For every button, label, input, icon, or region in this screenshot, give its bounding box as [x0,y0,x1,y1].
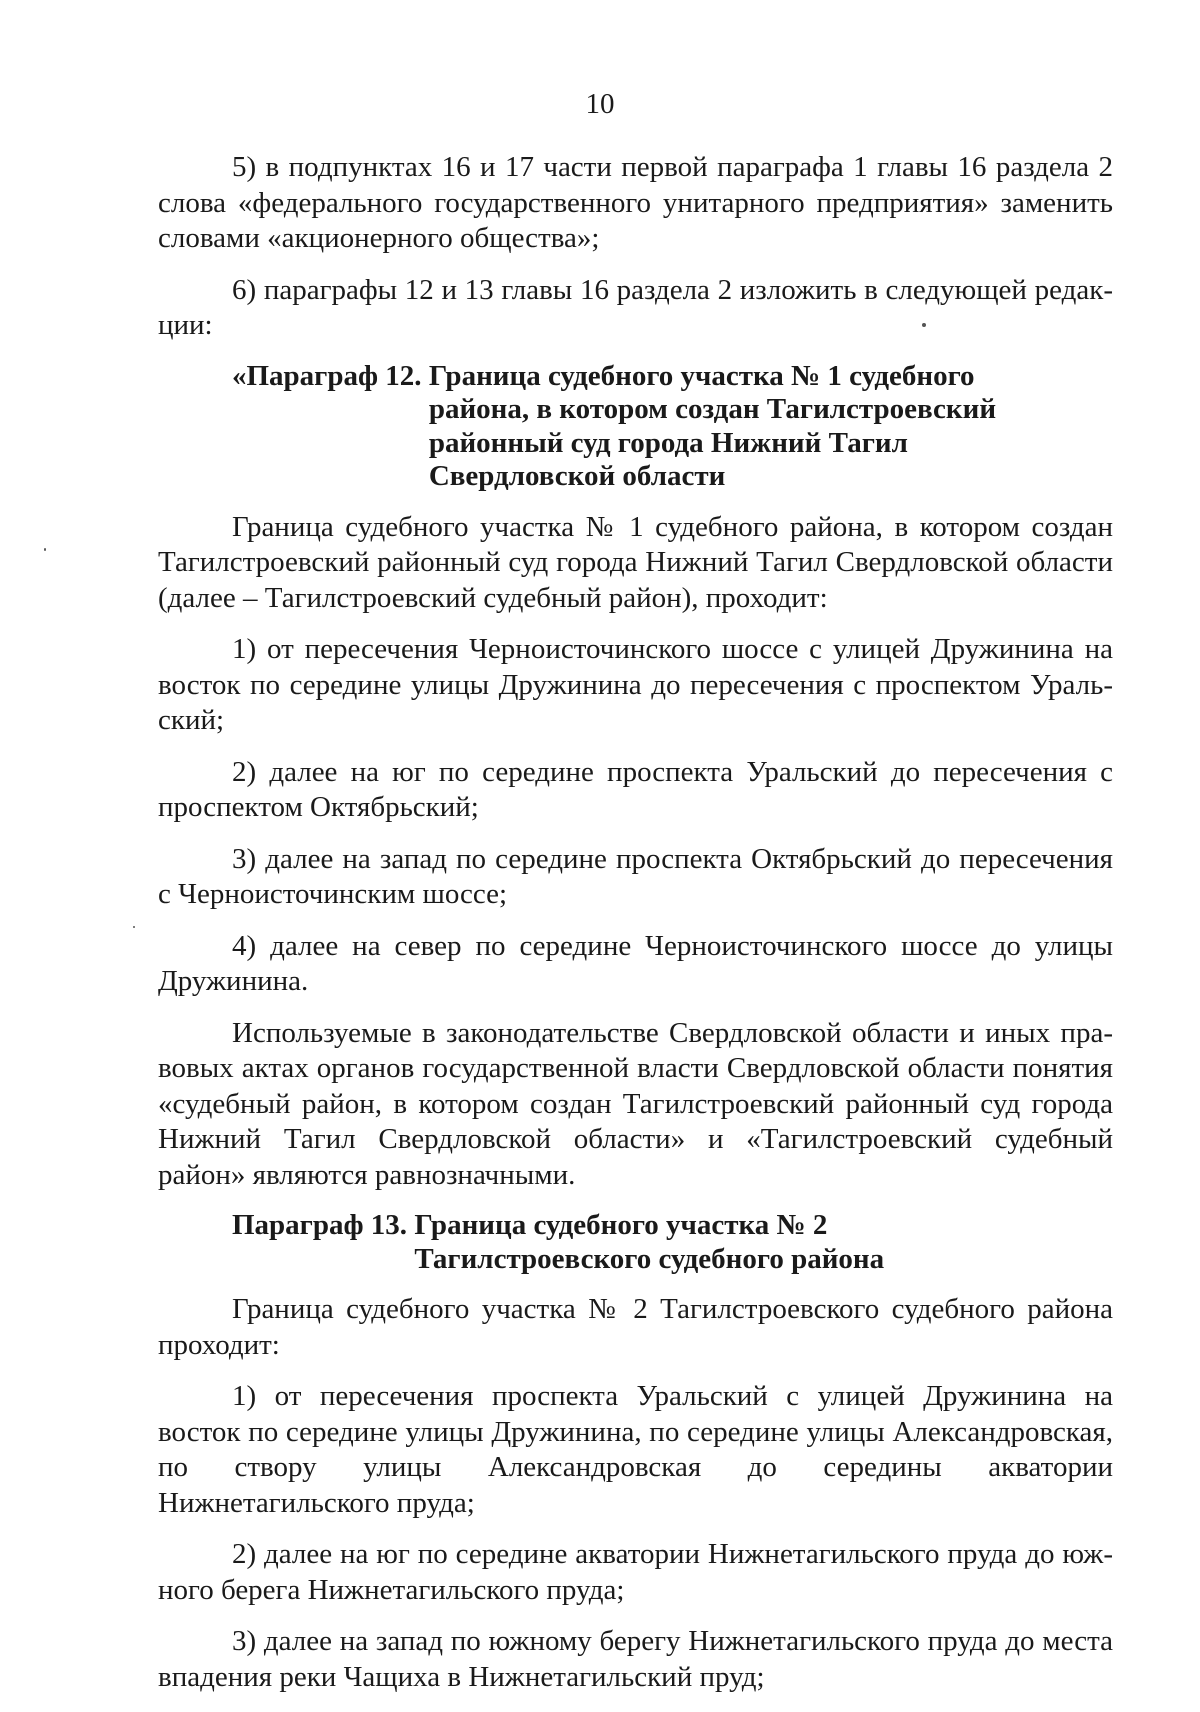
heading-label: «Параграф 12. [232,359,429,392]
heading-title-line: Тагилстроевского судебного района [414,1242,885,1275]
list-item: 2) далее на юг по середине проспекта Уральский до пересечения с проспектом Октябрьский; [158,755,1113,823]
heading-title-line: Свердловской области [428,460,726,492]
paragraph-amendment-6: 6) параграфы 12 и 13 главы 16 раздела 2 изложить в следующей редакции: [158,273,1113,341]
list-item: 2) далее на юг по середине акватории Нижнетагильского пруда до южного берега Нижнетагильского пруда; [158,1538,1113,1606]
paragraph-amendment-5: 5) в подпунктах 16 и 17 части первой параграфа 1 главы 16 раздела 2 слова «федерального государственного унитарного предприятия» заменить словами «акционерного общества»; [158,151,1113,254]
list-item: 3) далее на запад по середине проспекта Октябрьский до пересечения с Черноисточинским шоссе; [158,842,1113,910]
document-body [158,150,1113,1711]
heading-paragraph-12 [158,360,1113,494]
heading-title-line: Граница судебного участка № 1 судебного [428,359,975,392]
section-12-note: Используемые в законодательстве Свердловской области и иных правовых актах органов государственной власти Свердловской области понятия «судебный район, в котором создан Тагилстроевский районный суд города Нижний Тагил Свердловской области» и «Тагилстроевский судебный район» являются равнозначными. [158,1016,1113,1191]
scan-speck [133,926,135,928]
section-12-intro: Граница судебного участка № 1 судебного района, в котором создан Тагилстроевский районный суд города Нижний Тагил Свердловской области (далее – Тагилстроевский судебный район), проходит: [158,510,1113,614]
scan-speck [44,548,46,551]
heading-title-line: Граница судебного участка № 2 [414,1209,828,1241]
section-13-intro: Граница судебного участка № 2 Тагилстроевского судебного района проходит: [158,1293,1113,1361]
heading-title-line: районный суд города Нижний Тагил [428,426,908,459]
list-item: 1) от пересечения Черноисточинского шоссе с улицей Дружинина на восток по середине улицы Дружинина до пересечения с проспектом Уральский; [158,633,1113,736]
heading-paragraph-13 [158,1209,1113,1276]
list-item: 1) от пересечения проспекта Уральский с улицей Дружинина на восток по середине улицы Дружинина, по середине улицы Александровская, по створу улицы Александровская до середины акватории Нижнетагильского пруда; [158,1380,1113,1519]
scan-speck [922,323,926,327]
heading-label: Параграф 13. [232,1209,415,1241]
page-number: 10 [585,88,615,120]
list-item: 4) далее на север по середине Черноисточинского шоссе до улицы Дружинина. [158,929,1113,997]
heading-title [429,360,996,494]
heading-title [414,1209,884,1276]
list-item: 3) далее на запад по южному берегу Нижнетагильского пруда до места впадения реки Чащиха в Нижнетагильский пруд; [158,1625,1113,1693]
heading-title-line: района, в котором создан Тагилстроевский [428,393,997,425]
